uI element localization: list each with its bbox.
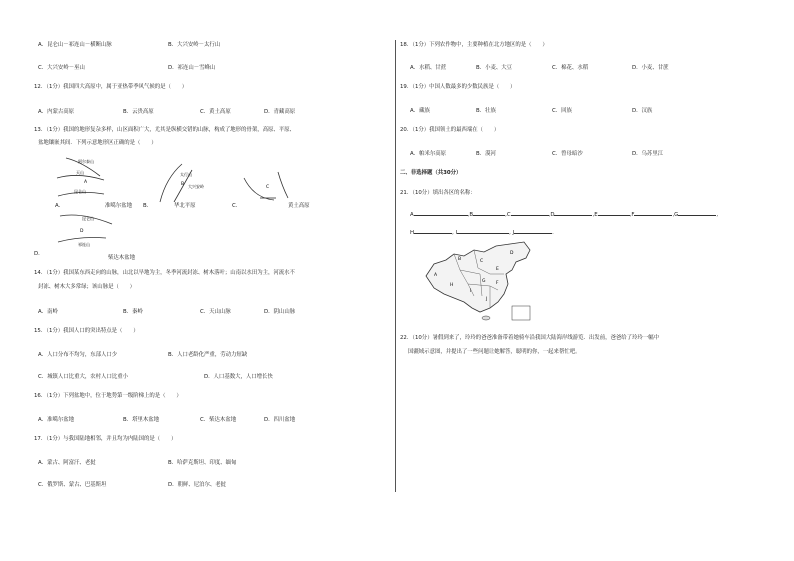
blank-label-h: H — [410, 230, 415, 236]
blank-e[interactable] — [598, 210, 630, 216]
q13-map-a — [52, 150, 112, 205]
map-c-line-1 — [244, 178, 274, 200]
map-b-line-1 — [160, 164, 185, 202]
q13-option-c-prefix: C． — [232, 203, 242, 209]
q16-option-a: A．准噶尔盆地 — [38, 417, 75, 423]
q15-option-c: C．城镇人口比重大，农村人口比重小 — [38, 374, 129, 380]
q14-stem-line2: 封冻、树木大多常绿；该山脉是（ ） — [38, 284, 136, 290]
map-label-h: H — [450, 283, 454, 288]
blank-i[interactable] — [457, 228, 509, 234]
blank-j[interactable] — [514, 228, 552, 234]
q18-option-d: D．小麦、甘蔗 — [632, 65, 669, 71]
q16-option-c: C．柴达木盆地 — [200, 417, 237, 423]
map-a-mt2: 天山 — [76, 170, 84, 175]
q13-stem-line1: 13．（1分）我国的地形复杂多样，山区面积广大，尤其是纵横交错的山脉，构成了地形的骨架，高原、平原、 — [34, 127, 295, 133]
q22-stem-line2: 国疆域示意图，并提出了一些问题让她解答，聪明的你，一起来帮忙吧。 — [408, 349, 581, 355]
map-d-mark: D — [80, 229, 84, 234]
q19-option-c: C．回族 — [552, 108, 572, 114]
map-c-mark: C — [266, 185, 270, 190]
map-label-a: A — [434, 273, 438, 278]
q12-option-c: C．黄土高原 — [200, 109, 231, 115]
q20-option-b: B．漠河 — [476, 151, 496, 157]
map-a-mt3: 昆仑山 — [74, 189, 86, 194]
blank-label-f: F — [631, 212, 635, 218]
map-a-mark: A — [84, 180, 88, 185]
map-a-line-2 — [57, 175, 104, 180]
q14-stem-line1: 14．（1分）我国某东西走向的山脉，山北以旱地为主，冬季河流封冻、树木落叶；山南以水田为主，河流水不 — [34, 270, 295, 276]
blank-b[interactable] — [473, 210, 505, 216]
q12-stem: 12．（1分）我国四大高原中，属于亚热带季风气候的是（ ） — [34, 84, 188, 90]
q14-option-b: B．秦岭 — [123, 309, 143, 315]
q13-option-d-label: 柴达木盆地 — [108, 255, 135, 261]
q18-option-b: B．小麦、大豆 — [476, 65, 513, 71]
blank-label-g: G — [674, 212, 679, 218]
map-b-mt1: 太行山 — [180, 172, 192, 177]
q17-stem: 17．（1分）与我国陆地相邻，并且均为内陆国的是（ ） — [34, 436, 177, 442]
q16-option-b: B．塔里木盆地 — [123, 417, 160, 423]
q13-option-a-label: 准噶尔盆地 — [105, 203, 132, 209]
map-label-b: B — [458, 257, 462, 262]
q16-stem: 16．（1分）下列盆地中，位于地势第一级阶梯上的是（ ） — [34, 393, 182, 399]
q15-option-b: B．人口老龄化严重，劳动力短缺 — [168, 352, 248, 358]
map-label-c: C — [480, 259, 484, 264]
q11-option-d: D．祁连山－雪峰山 — [168, 65, 216, 71]
blank-h[interactable] — [414, 228, 452, 234]
q20-option-a: A．帕米尔高原 — [410, 151, 447, 157]
map-c-line-2 — [278, 172, 288, 198]
q20-option-c: C．曾母暗沙 — [552, 151, 583, 157]
q20-stem: 20．（1分）我国领土的最西端在（ ） — [400, 127, 500, 133]
q21-blanks-row2: H , I , J . — [410, 230, 554, 236]
q15-stem: 15．（1分）我国人口的突出特点是（ ） — [34, 328, 139, 334]
map-label-e: E — [496, 267, 499, 272]
blank-label-i: I — [455, 230, 458, 236]
map-label-j: J — [486, 297, 488, 302]
blank-label-j: J — [512, 230, 515, 236]
map-b-mt2: 大兴安岭 — [188, 184, 204, 189]
south-sea-inset — [512, 306, 530, 320]
blank-label-d: D — [550, 212, 555, 218]
blank-label-a: A — [410, 212, 414, 218]
q11-option-a: A．昆仑山－祁连山－横断山脉 — [38, 42, 112, 48]
map-label-g: G — [482, 279, 486, 284]
q18-option-c: C．棉花、水稻 — [552, 65, 589, 71]
q19-option-b: B．壮族 — [476, 108, 496, 114]
map-label-f: F — [496, 281, 499, 286]
q12-option-a: A．内蒙古高原 — [38, 109, 75, 115]
q13-option-a-prefix: A． — [55, 203, 65, 209]
china-outline — [426, 242, 530, 312]
q14-option-a: A．南岭 — [38, 309, 58, 315]
q16-option-d: D．四川盆地 — [264, 417, 296, 423]
blank-c[interactable] — [511, 210, 549, 216]
q17-option-d: D．朝鲜、尼泊尔、老挝 — [168, 482, 227, 488]
blank-g[interactable] — [678, 210, 716, 216]
q22-stem-line1: 22．（10分）暑假到来了，玲玲的爸爸准备带着她骑车沿我国大陆海岸线游览．出发前，爸爸给了玲玲一幅中 — [400, 335, 659, 341]
map-d-mt1: 昆仑山 — [82, 216, 94, 221]
q13-option-d-prefix: D． — [34, 251, 44, 257]
q11-option-c: C．大兴安岭－巫山 — [38, 65, 85, 71]
blank-f[interactable] — [634, 210, 672, 216]
q17-option-c: C．俄罗斯、蒙古、巴基斯坦 — [38, 482, 107, 488]
section-2-title: 二、非选择题（共30分） — [400, 170, 462, 176]
blank-label-e: E — [594, 212, 598, 218]
q19-stem: 19．（1分）中国人数最多的少数民族是（ ） — [400, 84, 516, 90]
q19-option-d: D．汉族 — [632, 108, 653, 114]
q13-map-c — [234, 168, 296, 208]
map-label-d: D — [510, 251, 514, 256]
q17-option-a: A．蒙古、阿富汗、老挝 — [38, 460, 96, 466]
q18-stem: 18．（1分）下列农作物中，主要种植在北方地区的是（ ） — [400, 42, 548, 48]
column-divider — [395, 40, 396, 492]
blank-label-b: B — [469, 212, 474, 218]
map-a-mt1: 阿尔泰山 — [78, 159, 94, 164]
q13-option-c-label: 黄土高原 — [288, 203, 310, 209]
q21-blanks-row1: A ,B ,C ,D ,E ,F ,G , — [410, 212, 719, 218]
blank-a[interactable] — [414, 210, 468, 216]
map-d-mt2: 祁连山 — [78, 242, 90, 247]
q12-option-b: B．云贵高原 — [123, 109, 154, 115]
map-b-mark: B — [181, 182, 185, 187]
q19-option-a: A．藏族 — [410, 108, 430, 114]
q13-stem-line2: 盆地镶嵌其间．下列示意地形区正确的是（ ） — [38, 140, 157, 146]
q11-option-b: B．大兴安岭－太行山 — [168, 42, 221, 48]
map-label-i: I — [470, 289, 472, 294]
hainan-island — [482, 316, 490, 320]
q17-option-b: B．哈萨克斯坦、印度、缅甸 — [168, 460, 237, 466]
q14-option-d: D．阴山山脉 — [264, 309, 296, 315]
q13-option-b-prefix: B． — [143, 203, 153, 209]
q21-china-map — [420, 240, 540, 322]
q14-option-c: C．天山山脉 — [200, 309, 231, 315]
q18-option-a: A．水稻、甘蔗 — [410, 65, 447, 71]
q13-map-d — [52, 208, 122, 252]
q13-option-b-label: 华北平原 — [174, 203, 196, 209]
q20-option-d: D．乌苏里江 — [632, 151, 664, 157]
blank-d[interactable] — [554, 210, 592, 216]
q21-stem: 21．（10分）填出各区的名称： — [400, 190, 476, 196]
q15-option-a: A．人口分布不均匀，东部人口少 — [38, 352, 118, 358]
blank-label-c: C — [506, 212, 511, 218]
q12-option-d: D．青藏高原 — [264, 109, 296, 115]
q15-option-d: D．人口基数大，人口增长快 — [204, 374, 273, 380]
